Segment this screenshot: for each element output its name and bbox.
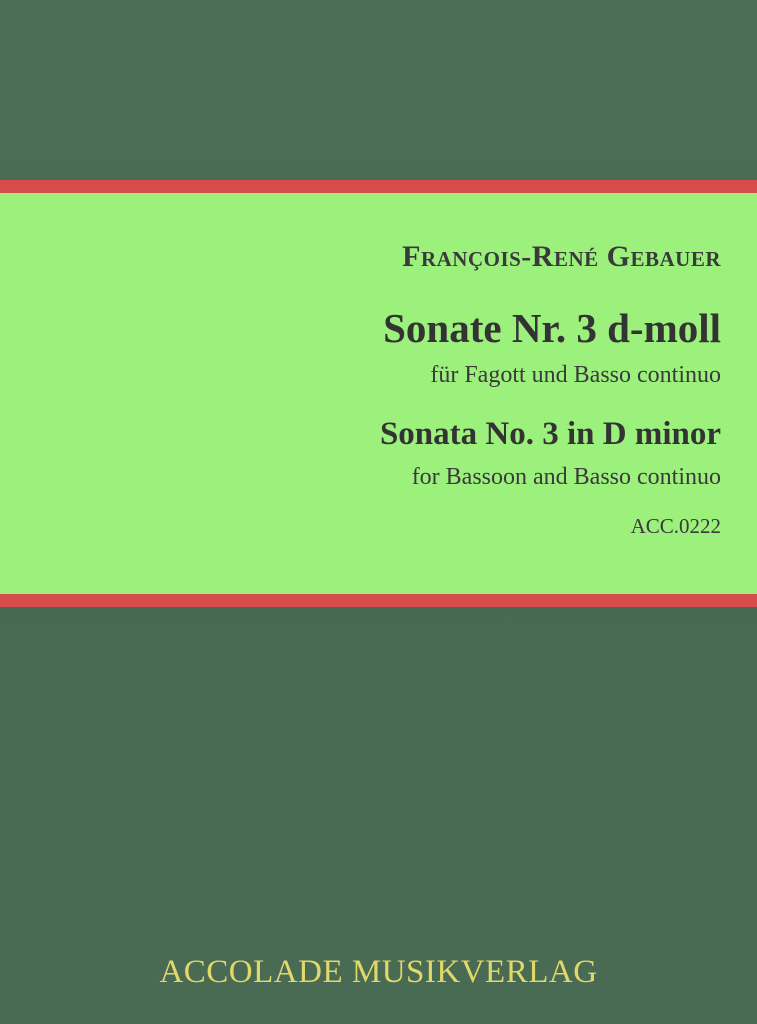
top-red-stripe <box>0 180 757 193</box>
subtitle-english: for Bassoon and Basso continuo <box>411 464 721 490</box>
composer-name: François-René Gebauer <box>402 240 721 273</box>
publisher-name: ACCOLADE MUSIKVERLAG <box>159 954 598 990</box>
catalog-number: ACC.0222 <box>630 514 721 538</box>
bottom-red-stripe <box>0 594 757 607</box>
title-english: Sonata No. 3 in D minor <box>379 416 721 452</box>
subtitle-german: für Fagott und Basso continuo <box>430 362 721 388</box>
title-german: Sonate Nr. 3 d-moll <box>383 305 721 351</box>
